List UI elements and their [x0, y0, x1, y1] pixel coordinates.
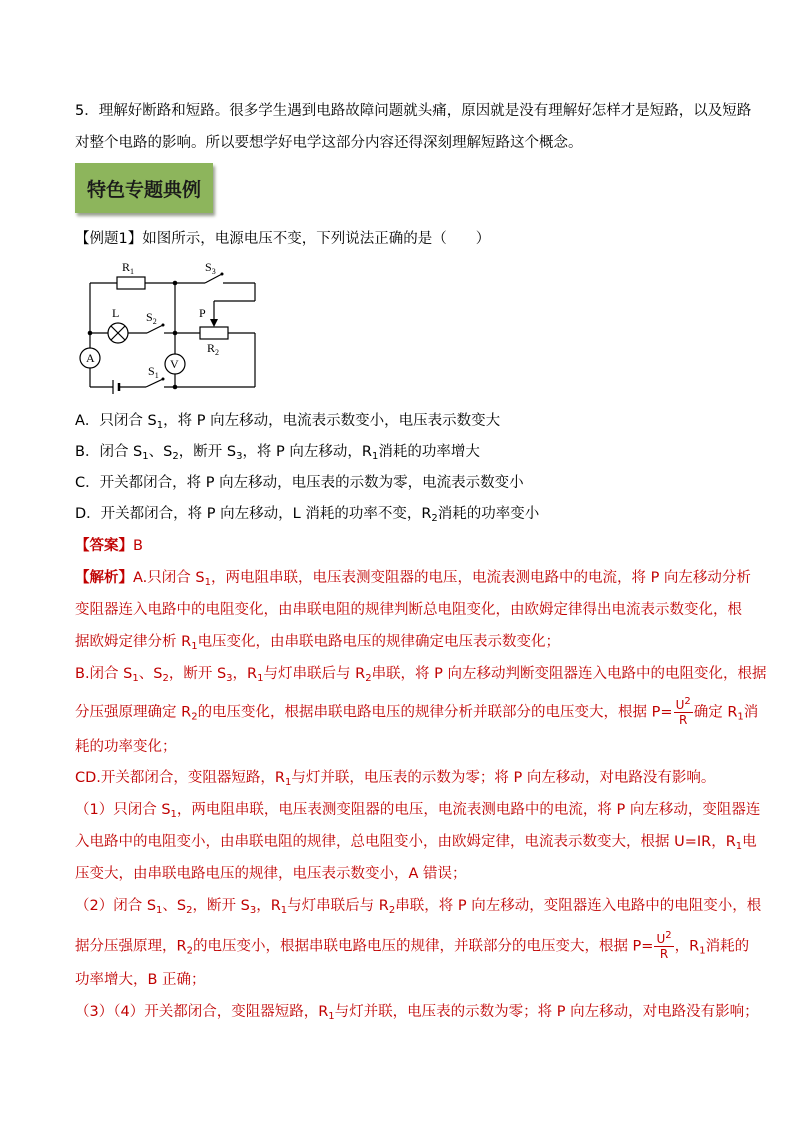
intro-line-1: 5．理解好断路和短路。很多学生遇到电路故障问题就头痛，原因就是没有理解好怎样才是短路，以及短路	[75, 103, 752, 119]
section-banner-title: 特色专题典例	[86, 178, 201, 201]
label-r1: $R_1$	[122, 260, 135, 276]
option-a: A．只闭合 $S_1$，将 P 向左移动，电流表示数变小，电压表示数变大	[75, 413, 501, 431]
intro-line-2: 对整个电路的影响。所以要想学好电学这部分内容还得深刻理解短路这个概念。	[75, 135, 583, 151]
label-ammeter: A	[86, 351, 95, 365]
option-c: C．开关都闭合，将 P 向左移动，电压表的示数为零，电流表示数变小	[75, 475, 524, 491]
option-b: B．闭合 $S_1$、$S_2$，断开 $S_3$，将 P 向左移动，$R_1$消耗的功率增大	[75, 444, 480, 462]
analysis-p4-line1: （1）只闭合 $S_1$，两电阻串联，电压表测变阻器的电压，电流表测电路中的电流，将 P 向左移动，变阻器连	[75, 802, 761, 820]
answer-label: 【答案】	[75, 538, 133, 554]
option-d: D．开关都闭合，将 P 向左移动，L 消耗的功率不变，$R_2$消耗的功率变小	[75, 506, 540, 524]
junction-bottom	[173, 385, 177, 389]
slider-arrow	[210, 319, 218, 327]
analysis-p1-line2: 变阻器连入电路中的电阻变化，由串联电阻的规律判断总电阻变化，由欧姆定律得出电流表示数变化，根	[75, 602, 742, 618]
question-stem	[75, 229, 490, 249]
analysis-p2-line2: 分压强原理确定 $R_2$的电压变化，根据串联电路电压的规律分析并联部分的电压变大，根据 P= $\frac{U^2}{R}$ 确定 $R_1$消	[75, 696, 759, 727]
power-formula-fraction-2: $\frac{U^2}{R}$	[656, 930, 672, 961]
circuit-diagram	[72, 255, 262, 395]
label-s3: $S_3$	[205, 260, 216, 276]
analysis-p4-line2: 入电路中的电阻变小，由串联电阻的规律，总电阻变小，由欧姆定律，电流表示数变大，根据 U=IR，$R_1$电	[75, 834, 757, 852]
junction-center	[173, 331, 177, 335]
analysis-p4-line3: 压变大，由串联电路电压的规律，电压表示数变小，A 错误；	[75, 866, 467, 882]
section-banner	[75, 163, 213, 213]
switch-s1-blade	[146, 379, 163, 387]
junction-left	[88, 331, 92, 335]
label-voltmeter: V	[170, 357, 179, 371]
answer-value: B	[133, 538, 143, 554]
label-s1: $S_1$	[148, 364, 159, 380]
analysis-p5-line3: 功率增大，B 正确；	[75, 972, 206, 988]
analysis-p2-line1: B.闭合 $S_1$、$S_2$，断开 $S_3$，$R_1$与灯串联后与 $R_2$串联，将 P 向左移动判断变阻器连入电路中的电阻变化，根据	[75, 666, 767, 684]
switch-s2-blade	[147, 325, 163, 333]
answer-line	[75, 536, 143, 556]
analysis-p1-line1: 【解析】A.只闭合 $S_1$，两电阻串联，电压表测变阻器的电压，电流表测电路中的电流，将 P 向左移动分析	[75, 570, 751, 588]
label-p: P	[199, 306, 206, 320]
analysis-p6: （3）（4）开关都闭合，变阻器短路，$R_1$与灯并联，电压表的示数为零；将 P 向左移动，对电路没有影响；	[75, 1004, 759, 1022]
analysis-p3: CD.开关都闭合，变阻器短路，$R_1$与灯并联，电压表的示数为零；将 P 向左移动，对电路没有影响。	[75, 770, 716, 788]
label-r2: $R_2$	[207, 341, 220, 357]
question-label: 【例题1】	[75, 231, 143, 247]
resistor-r1	[117, 277, 145, 289]
question-text: 如图所示，电源电压不变，下列说法正确的是（ ）	[142, 231, 491, 247]
label-s2: $S_2$	[146, 310, 157, 326]
analysis-p5-line1: （2）闭合 $S_1$、$S_2$，断开 $S_3$，$R_1$与灯串联后与 $R_2$串联，将 P 向左移动，变阻器连入电路中的电阻变小，根	[75, 898, 762, 916]
analysis-label: 【解析】	[75, 570, 133, 586]
label-lamp: L	[112, 306, 120, 320]
analysis-p5-line2: 据分压强原理，$R_2$的电压变小，根据串联电路电压的规律，并联部分的电压变大，根据 P= $\frac{U^2}{R}$ ，$R_1$消耗的	[75, 930, 750, 961]
resistor-r2	[200, 327, 228, 339]
junction-top	[173, 281, 177, 285]
analysis-p2-line3: 耗的功率变化；	[75, 739, 177, 755]
analysis-p1-line3: 据欧姆定律分析 $R_1$电压变化，由串联电路电压的规律确定电压表示数变化；	[75, 634, 561, 652]
power-formula-fraction: $\frac{U^2}{R}$	[675, 696, 691, 727]
